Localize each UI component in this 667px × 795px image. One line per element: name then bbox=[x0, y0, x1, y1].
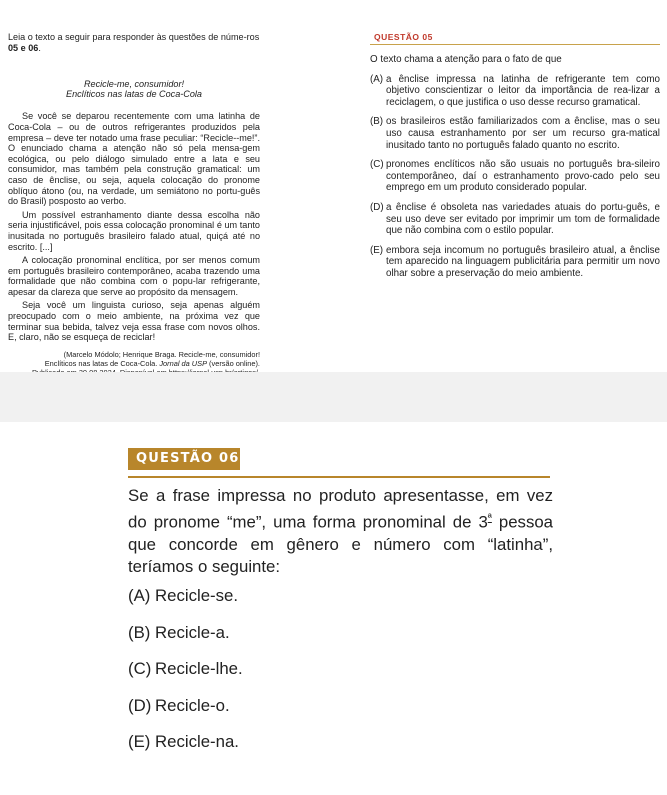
source-credit: (Marcelo Módolo; Henrique Braga. Recicle-me, consumidor! Enclíticos nas latas de Coca-Cola. Jornal da USP (versão online). bbox=[44, 349, 260, 368]
question-06-header bbox=[128, 448, 550, 478]
question-06-rule bbox=[128, 476, 550, 478]
question-06-stem: Se a frase impressa no produto apresentasse, em vez do pronome “me”, uma forma pronominal de $3^ª$ pessoa que concorde em gênero e número com “latinha”, teríamos o seguinte: bbox=[128, 486, 553, 576]
option-text: a ênclise é obsoleta nas variedades atuais do portu-guês, e seu uso deve ser evitado por imprimir um tom de formalidade que não combina com o estilo popular. bbox=[386, 201, 660, 237]
question-06-option-b[interactable] bbox=[128, 622, 548, 659]
question-06 bbox=[0, 422, 667, 795]
question-05-option-e[interactable] bbox=[370, 245, 660, 280]
option-text: Recicle-na. bbox=[155, 732, 239, 751]
question-06-option-e[interactable] bbox=[128, 731, 548, 768]
paragraph-2: Um possível estranhamento diante dessa escolha não seria injustificável, pois essa colocação pronominal é um tanto inusitada no português brasileiro falado atual, quiçá até no escrito. [...] bbox=[8, 209, 260, 252]
option-text: a ênclise impressa na latinha de refrigerante tem como objetivo conscientizar o leitor da importância de rea-lizar a reciclagem, o que justifica o uso desse recurso gramatical. bbox=[386, 73, 660, 108]
option-text: Recicle-a. bbox=[155, 622, 230, 642]
question-05-option-d[interactable] bbox=[370, 202, 660, 237]
question-06-options bbox=[128, 585, 548, 768]
option-text: Recicle-lhe. bbox=[155, 659, 243, 678]
question-05-stem: O texto chama a atenção para o fato de que bbox=[370, 54, 562, 65]
option-text: Recicle-o. bbox=[155, 695, 230, 715]
option-letter: (E) bbox=[128, 732, 151, 751]
question-06-option-a[interactable] bbox=[128, 585, 548, 622]
option-letter: (B) bbox=[128, 622, 151, 642]
question-05-header bbox=[370, 32, 660, 44]
option-letter: (A) bbox=[370, 73, 384, 85]
option-text: os brasileiros estão familiarizados com a ênclise, mas o seu uso causa estranhamento por ser um recurso gra-matical inusitado tanto no português falado quanto no escrito. bbox=[386, 116, 660, 151]
question-06-label: QUESTÃO 06 bbox=[128, 448, 240, 470]
option-letter: (A) bbox=[128, 586, 151, 605]
question-05-label: QUESTÃO 05 bbox=[370, 32, 437, 43]
paragraph-4: Seja você um linguista curioso, seja apenas alguém preocupado com o meio ambiente, na próxima vez que terminar sua bebida, talvez veja essa frase com novos olhos. E, claro, não se esqueça de reciclar! bbox=[8, 300, 260, 343]
reading-instruction: Leia o texto a seguir para responder às questões de núme-ros 05 e 06. bbox=[8, 32, 260, 53]
section-divider-band bbox=[0, 372, 667, 422]
option-letter: (C) bbox=[370, 159, 384, 171]
option-letter: (D) bbox=[370, 201, 384, 213]
paragraph-3: A colocação pronominal enclítica, por ser menos comum em português brasileiro contemporâneo, acaba trazendo uma formalidade que não combina com o popu-lar refrigerante, apesar da clareza que serve ao propósito da mensagem. bbox=[8, 255, 260, 297]
text-title: Recicle-me, consumidor! Enclíticos nas latas de Coca-Cola bbox=[66, 79, 202, 99]
option-letter: (C) bbox=[128, 659, 152, 678]
question-05-option-a[interactable] bbox=[370, 74, 660, 109]
reading-text-column bbox=[8, 32, 260, 386]
option-letter: (E) bbox=[370, 244, 384, 256]
question-05-option-c[interactable] bbox=[370, 159, 660, 194]
question-05 bbox=[370, 32, 660, 280]
question-05-rule bbox=[370, 44, 660, 45]
option-text: Recicle-se. bbox=[155, 586, 238, 605]
option-letter: (B) bbox=[370, 116, 384, 128]
option-text: embora seja incomum no português brasileiro atual, a ênclise tem aparecido na linguagem publicitária para permitir um novo olhar sobre a preservação do meio ambiente. bbox=[386, 244, 660, 279]
option-letter: (D) bbox=[128, 695, 152, 715]
top-section bbox=[0, 0, 667, 372]
option-text: pronomes enclíticos não são usuais no português bra-sileiro contemporâneo, daí o estranhamento provo-cado pelo seu emprego em um produto considerado popular. bbox=[386, 159, 660, 194]
paragraph-1: Se você se deparou recentemente com uma latinha de Coca-Cola – ou de outros refrigerantes produzidos pela empresa – deve ter notado uma frase peculiar: “Recicle--me!”. O enunciado chama a atenção não só pela mensa-gem ecológica, ou pelo diálogo simulado entre a lata e seu consumidor, mas também pela construção gramatical: um caso de ênclise, ou seja, aquela colocação do pronome oblíquo átono (ou, na verdade, um semiátono no portu-guês do Brasil) posposto ao verbo. bbox=[8, 111, 260, 207]
question-06-option-d[interactable] bbox=[128, 695, 548, 732]
question-05-option-b[interactable] bbox=[370, 116, 660, 151]
question-06-option-c[interactable] bbox=[128, 658, 548, 695]
